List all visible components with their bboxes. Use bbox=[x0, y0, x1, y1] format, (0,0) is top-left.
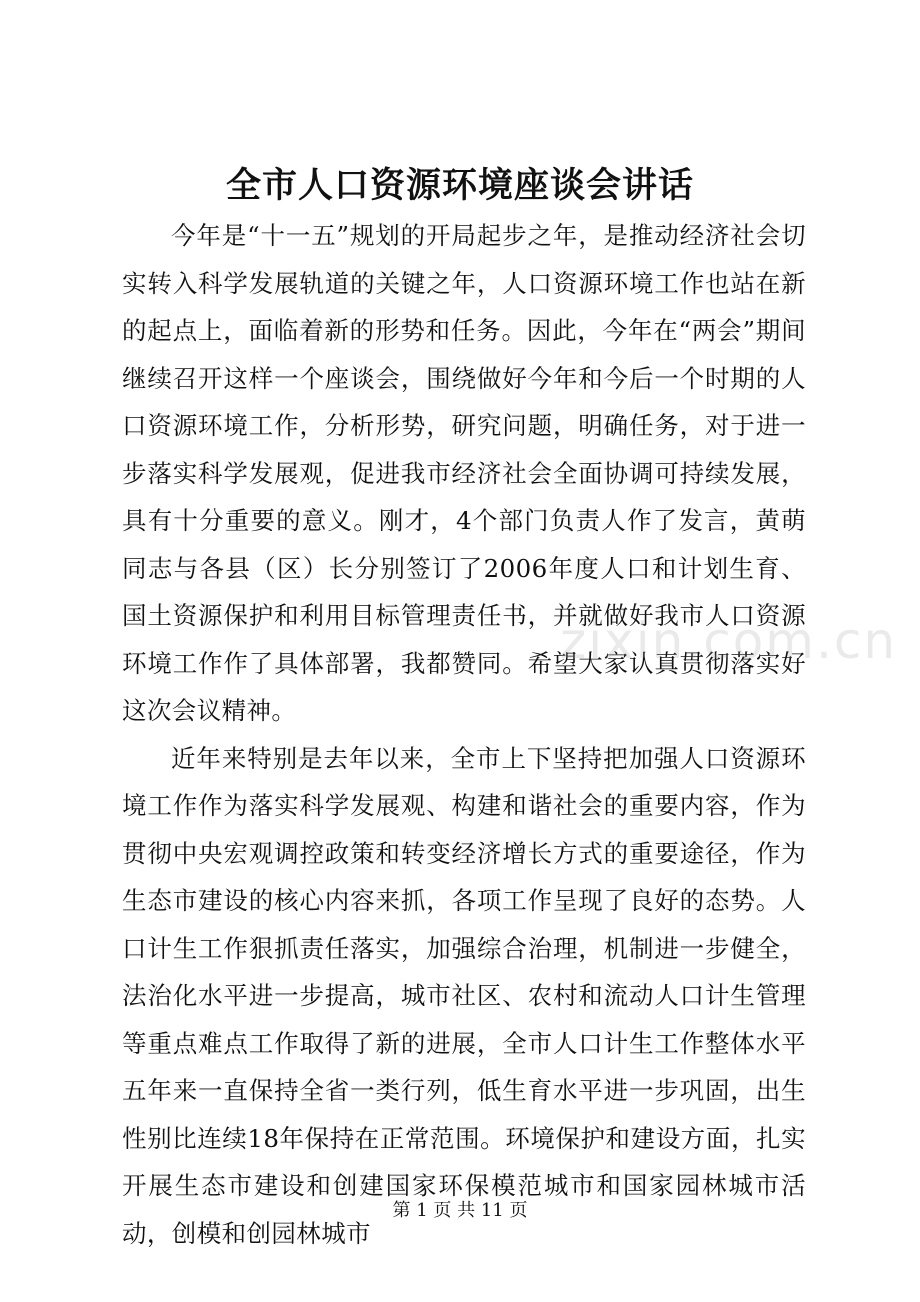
document-title: 全市人口资源环境座谈会讲话 bbox=[225, 165, 694, 206]
document-body bbox=[122, 212, 806, 1257]
paragraph-1: 今年是“十一五”规划的开局起步之年，是推动经济社会切实转入科学发展轨道的关键之年，人口资源环境工作也站在新的起点上，面临着新的形势和任务。因此，今年在“两会”期间继续召开这样一个座谈会，围绕做好今年和今后一个时期的人口资源环境工作，分析形势，研究问题，明确任务，对于进一步落实科学发展观，促进我市经济社会全面协调可持续发展，具有十分重要的意义。刚才，4个部门负责人作了发言，黄萌同志与各县（区）长分别签订了2006年度人口和计划生育、国土资源保护和利用目标管理责任书，并就做好我市人口资源环境工作作了具体部署，我都赞同。希望大家认真贯彻落实好这次会议精神。 bbox=[122, 221, 806, 725]
paragraph-2: 近年来特别是去年以来，全市上下坚持把加强人口资源环境工作作为落实科学发展观、构建和谐社会的重要内容，作为贯彻中央宏观调控政策和转变经济增长方式的重要途径，作为生态市建设的核心内容来抓，各项工作呈现了良好的态势。人口计生工作狠抓责任落实，加强综合治理，机制进一步健全，法治化水平进一步提高，城市社区、农村和流动人口计生管理等重点难点工作取得了新的进展，全市人口计生工作整体水平五年来一直保持全省一类行列，低生育水平进一步巩固，出生性别比连续18年保持在正常范围。环境保护和建设方面，扎实开展生态市建设和创建国家环保模范城市和国家园林城市活动，创模和创园林城市 bbox=[122, 743, 806, 1248]
page-footer: 第 1 页 共 11 页 bbox=[392, 1200, 528, 1221]
watermark: zixin.com.cn bbox=[560, 612, 898, 670]
